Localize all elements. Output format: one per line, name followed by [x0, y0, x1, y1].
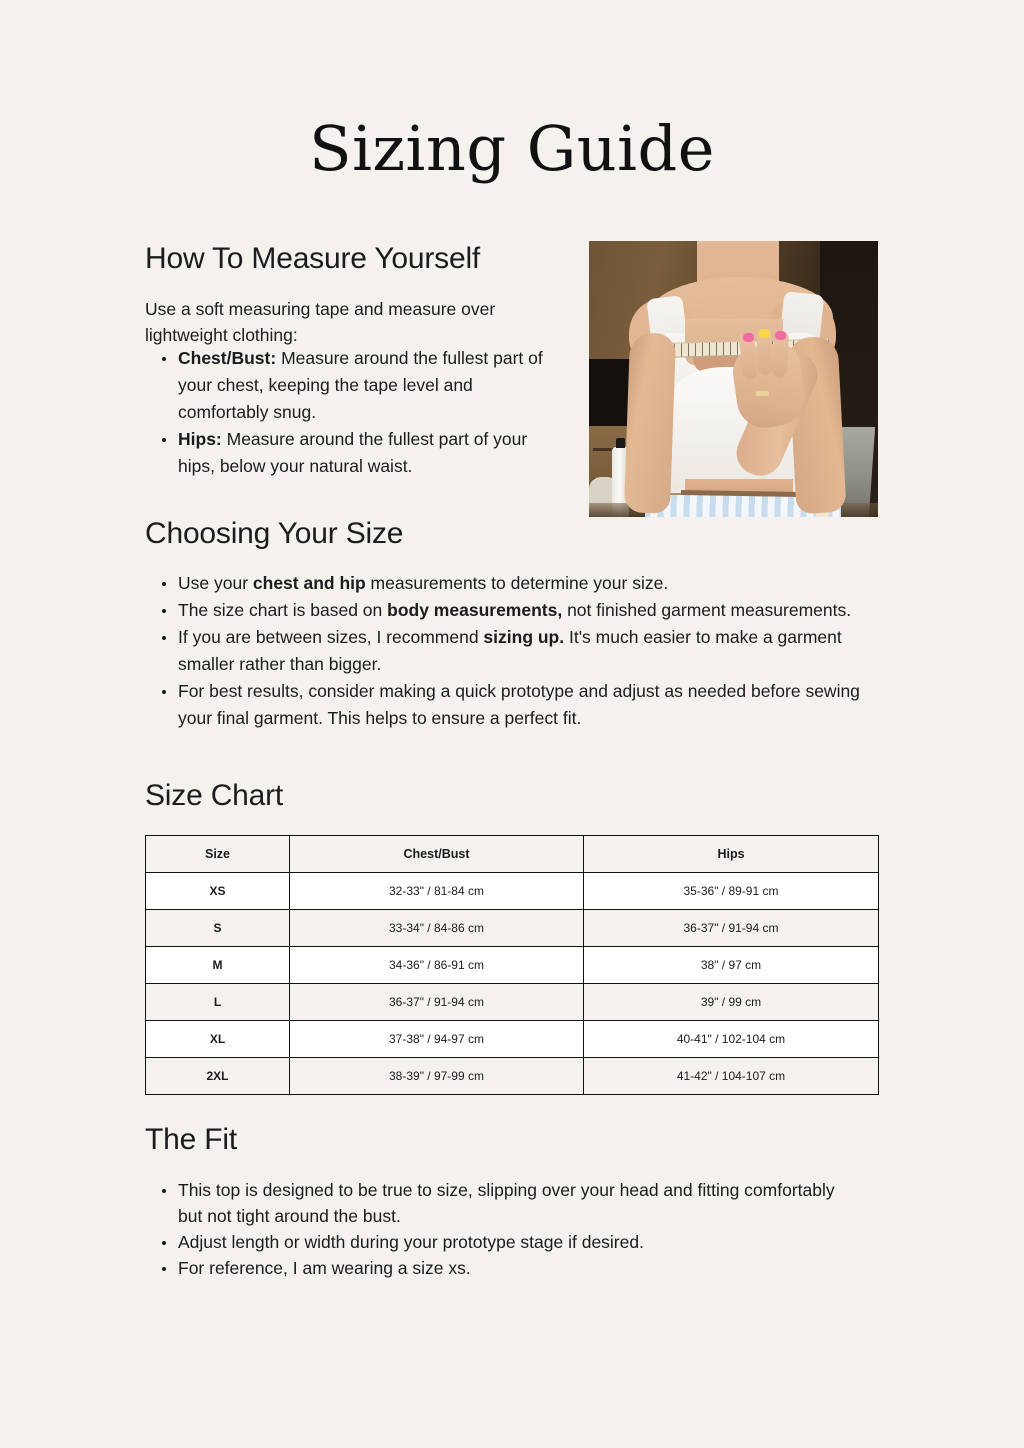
cell-size: 2XL [146, 1058, 290, 1095]
bullet-label-hips: Hips: [178, 429, 222, 449]
bullet-text: Measure around the fullest part of your hips, below your natural waist. [178, 429, 528, 476]
list-item [148, 426, 566, 480]
bullet-text-pre: For best results, consider making a quick prototype and adjust as needed before sewing your final garment. This helps to ensure a perfect fit. [178, 681, 860, 728]
cell-size: XL [146, 1021, 290, 1058]
cell-chest: 38-39" / 97-99 cm [290, 1058, 584, 1095]
cell-hips: 38" / 97 cm [584, 947, 879, 984]
bullet-text-pre: If you are between sizes, I recommend [178, 627, 484, 647]
cell-size: M [146, 947, 290, 984]
list-item [148, 1255, 848, 1281]
cell-chest: 34-36" / 86-91 cm [290, 947, 584, 984]
list-item [148, 678, 893, 732]
fit-bullet-list [148, 1177, 848, 1281]
bullet-text: Measure around the fullest part of your chest, keeping the tape level and comfortably snug. [178, 348, 543, 422]
bullet-text: Adjust length or width during your prototype stage if desired. [178, 1232, 644, 1252]
bullet-text: This top is designed to be true to size, slipping over your head and fitting comfortably but not tight around the bust. [178, 1180, 835, 1226]
cell-hips: 36-37" / 91-94 cm [584, 910, 879, 947]
list-item [148, 597, 893, 624]
bullet-emphasis: body measurements, [387, 600, 563, 620]
cell-chest: 32-33" / 81-84 cm [290, 873, 584, 910]
cell-hips: 35-36" / 89-91 cm [584, 873, 879, 910]
photo-ring [756, 391, 769, 396]
section-heading-how-to-measure: How To Measure Yourself [145, 242, 481, 275]
cell-hips: 39" / 99 cm [584, 984, 879, 1021]
bullet-text: For reference, I am wearing a size xs. [178, 1258, 471, 1278]
bullet-text-pre: Use your [178, 573, 253, 593]
cell-hips: 41-42" / 104-107 cm [584, 1058, 879, 1095]
table-row [146, 1058, 879, 1095]
photo-fingernail [775, 331, 786, 340]
cell-chest: 33-34" / 84-86 cm [290, 910, 584, 947]
measuring-photo [589, 241, 878, 517]
list-item [148, 345, 566, 426]
table-row [146, 910, 879, 947]
column-header-chest: Chest/Bust [290, 836, 584, 873]
bullet-text-post: measurements to determine your size. [365, 573, 669, 593]
bullet-text-pre: The size chart is based on [178, 600, 388, 620]
cell-chest: 36-37" / 91-94 cm [290, 984, 584, 1021]
section-heading-choosing-your-size: Choosing Your Size [145, 517, 404, 550]
list-item [148, 1177, 848, 1229]
bullet-emphasis: sizing up. [483, 627, 565, 647]
cell-chest: 37-38" / 94-97 cm [290, 1021, 584, 1058]
photo-fingernail [743, 333, 754, 342]
section-heading-size-chart: Size Chart [145, 779, 284, 812]
bullet-text-post: not finished garment measurements. [562, 600, 852, 620]
table-row [146, 984, 879, 1021]
section-heading-the-fit: The Fit [145, 1123, 237, 1156]
page-title: Sizing Guide [309, 112, 715, 185]
table-header-row [146, 836, 879, 873]
list-item [148, 570, 893, 597]
cell-hips: 40-41" / 102-104 cm [584, 1021, 879, 1058]
photo-inner [589, 241, 878, 517]
size-chart-table [145, 835, 879, 1095]
choosing-bullet-list [148, 570, 893, 732]
list-item [148, 624, 893, 678]
measure-bullet-list [148, 345, 566, 480]
column-header-hips: Hips [584, 836, 879, 873]
photo-fingernail [759, 329, 770, 338]
cell-size: S [146, 910, 290, 947]
table-row [146, 947, 879, 984]
cell-size: L [146, 984, 290, 1021]
bullet-emphasis: chest and hip [252, 573, 366, 593]
list-item [148, 1229, 848, 1255]
bullet-label-chest-bust: Chest/Bust: [178, 348, 277, 368]
photo-arm-left [624, 332, 676, 513]
column-header-size: Size [146, 836, 290, 873]
measure-intro-text: Use a soft measuring tape and measure over lightweight clothing: [145, 299, 496, 345]
table-row [146, 1021, 879, 1058]
table-row [146, 873, 879, 910]
bullet-text-post: It's much easier to make a garment smaller rather than bigger. [178, 627, 842, 674]
cell-size: XS [146, 873, 290, 910]
